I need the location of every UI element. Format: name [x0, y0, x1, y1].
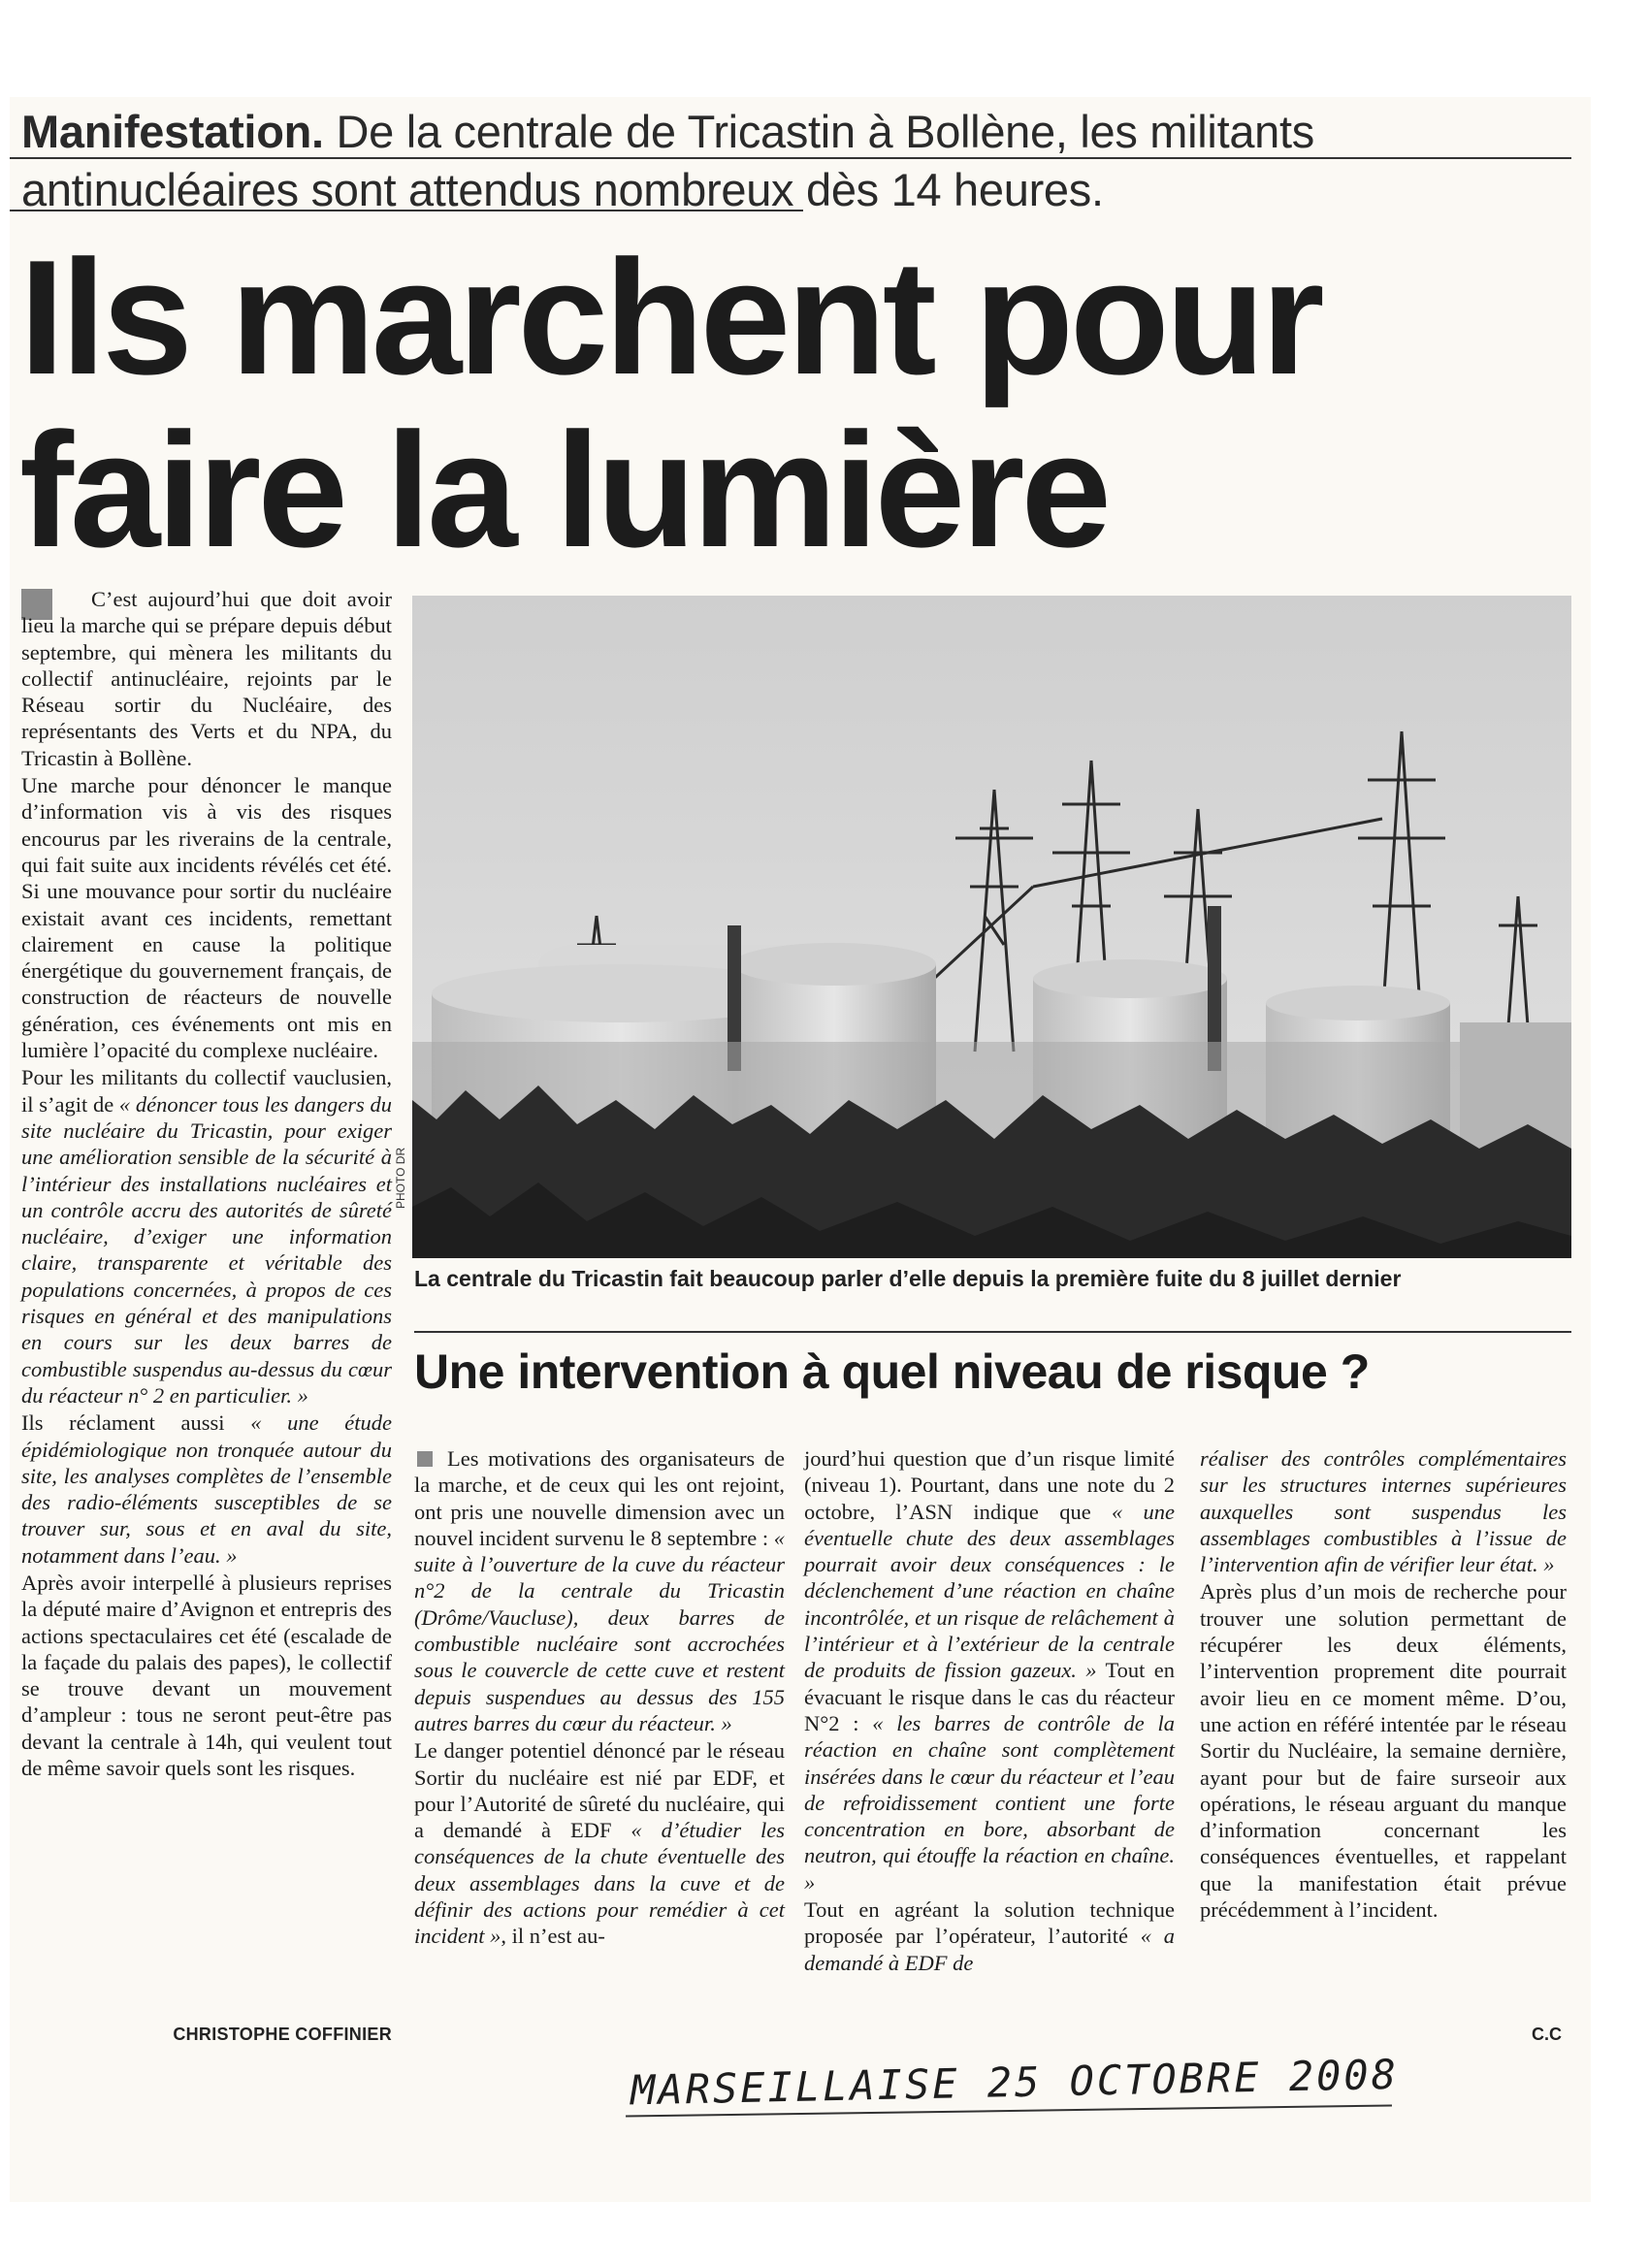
col2-p1-quote: « suite à l’ouverture de la cuve du réacteur n°2 de la centrale du Tricastin (Drôme/Vaucluse), deux barres de combustible nucléaire sont accrochées sous le couvercle de cette cuve et restent depuis suspendues au dessus des 155 autres barres du cœur du réacteur. » — [414, 1525, 785, 1735]
column-1 — [21, 586, 392, 1781]
col4-p1-quote: réaliser des contrôles complémentaires sur les structures internes supérieures auxquelles sont suspendus les assemblages combustibles à l’issue de l’intervention afin de vérifier leur état. » — [1200, 1446, 1567, 1577]
column-4 — [1200, 1445, 1567, 1923]
col2-p1-text: Les motivations des organisateurs de la marche, et de ceux qui les ont rejoint, ont pris une nouvelle dimension avec un nouvel incident survenu le 8 septembre : — [414, 1446, 785, 1550]
handwritten-source-note: MARSEILLAISE 25 OCTOBRE 2008 — [630, 2050, 1400, 2115]
kicker-lead: Manifestation. — [21, 106, 324, 157]
col2-p2-end: , il n’est au- — [501, 1924, 605, 1949]
col3-paragraph-1 — [804, 1445, 1175, 1895]
col3-paragraph-2 — [804, 1896, 1175, 1976]
col4-paragraph-2: Après plus d’un mois de recherche pour trouver une solution permettant de récupérer les deux éléments, l’intervention proprement dite pourrait avoir lieu en ce moment même. D’ou, une action en référé intentée par le réseau Sortir du Nucléaire, la semaine dernière, ayant pour but de faire surseoir aux opérations, le réseau arguant du manque d’information concernant les conséquences éventuelles, et rappelant que la manifestation était prévue précédemment à l’incident. — [1200, 1579, 1567, 1923]
photo-credit: PHOTO DR — [394, 1147, 407, 1209]
headline-line-1: Ils marchent pour — [19, 226, 1321, 408]
col1-p3-text: Pour les militants du collectif vauclusien, il s’agit de — [21, 1065, 392, 1117]
col1-paragraph-5: Après avoir interpellé à plusieurs reprises la député maire d’Avignon et entrepris des actions spectaculaires cet été (escalade de la façade du palais des papes), le collectif se trouve devant un mouvement d’ampleur : tous ne seront peut-être pas devant la centrale à 14h, qui veulent tout de même savoir quels sont les risques. — [21, 1570, 392, 1781]
col3-p1-text: jourd’hui question que d’un risque limité (niveau 1). Pourtant, dans une note du 2 octobre, l’ASN indique que — [804, 1446, 1175, 1524]
col3-p1-quote: « une éventuelle chute des deux assemblages pourrait avoir deux conséquences : le déclenchement d’une réaction en chaîne incontrôlée, et un risque de relâchement à l’intérieur et à l’extérieur de la centrale de produits de fission gazeux. » — [804, 1499, 1175, 1683]
subhead-rule — [414, 1331, 1571, 1333]
col4-paragraph-1 — [1200, 1445, 1567, 1577]
col3-p2-quote: « a demandé à EDF de — [804, 1924, 1175, 1975]
author-initials: C.C — [1532, 2025, 1562, 2044]
column-3 — [804, 1445, 1175, 1976]
power-plant-photo — [412, 596, 1571, 1258]
photo-caption: La centrale du Tricastin fait beaucoup parler d’elle depuis la première fuite du 8 juillet dernier — [414, 1266, 1402, 1291]
col2-paragraph-2 — [414, 1737, 785, 1949]
kicker-rule-1 — [10, 157, 1571, 159]
col1-paragraph-3 — [21, 1064, 392, 1409]
col3-p2-text: Tout en agréant la solution technique proposée par l’opérateur, l’autorité — [804, 1897, 1175, 1949]
subheadline: Une intervention à quel niveau de risque ? — [414, 1345, 1370, 1399]
column-2 — [414, 1445, 785, 1950]
col1-p4-text: Ils réclament aussi — [21, 1410, 251, 1436]
kicker-text: De la centrale de Tricastin à Bollène, les militants antinucléaires sont attendus nombreux dès 14 heures. — [21, 106, 1314, 215]
byline: CHRISTOPHE COFFINIER — [173, 2025, 392, 2044]
headline-line-2: faire la lumière — [19, 399, 1108, 581]
headline — [19, 226, 1571, 581]
col3-p1-mid: Tout en évacuant le risque dans le cas du réacteur N°2 : — [804, 1658, 1175, 1735]
kicker-rule-2 — [10, 210, 803, 211]
col1-p3-quote: « dénoncer tous les dangers du site nucléaire du Tricastin, pour exiger une amélioration sensible de la sécurité à l’intérieur des installations nucléaires et un contrôle accru des autorités de sûreté nucléaire, d’exiger une information claire, transparente et véritable des populations concernées, à propos de ces risques en général et des manipulations en cours sur les deux barres de combustible suspendus au-dessus du cœur du réacteur n° 2 en particulier. » — [21, 1091, 392, 1408]
col3-p1-quote-2: « les barres de contrôle de la réaction en chaîne sont complètement insérées dans le cœur du réacteur et l’eau de refroidissement contient une forte concentration en bore, absorbant de neutron, qui étouffe la réaction en chaîne. » — [804, 1710, 1175, 1895]
col1-p4-quote: « une étude épidémiologique non tronquée autour du site, les analyses complètes de l’ensemble des radio-éléments susceptibles de se trouver sur, sous et en aval du site, notamment dans l’eau. » — [21, 1410, 392, 1568]
col1-paragraph-4 — [21, 1409, 392, 1569]
col2-paragraph-1 — [414, 1445, 785, 1736]
col2-p2-text: Le danger potentiel dénoncé par le réseau Sortir du nucléaire est nié par EDF, et pour l’Autorité de sûreté du nucléaire, qui a demandé à EDF — [414, 1738, 785, 1843]
col2-p2-quote: « d’étudier les conséquences de la chute éventuelle des deux assemblages dans la cuve et de définir des actions pour remédier à cet incident » — [414, 1818, 785, 1949]
col1-paragraph-1: C’est aujourd’hui que doit avoir lieu la marche qui se prépare depuis début septembre, qui mènera les militants du collectif antinucléaire, rejoints par le Réseau sortir du Nucléaire, des représentants des Verts et du NPA, du Tricastin à Bollène. — [21, 587, 392, 770]
col1-paragraph-2: Une marche pour dénoncer le manque d’information vis à vis des risques encourus par les riverains de la centrale, qui fait suite aux incidents révélés cet été. Si une mouvance pour sortir du nucléaire existait avant ces incidents, remettant clairement en cause la politique énergétique du gouvernement français, de construction de réacteurs de nouvelle génération, ces événements ont mis en lumière l’opacité du complexe nucléaire. — [21, 773, 392, 1063]
kicker — [21, 103, 1573, 219]
